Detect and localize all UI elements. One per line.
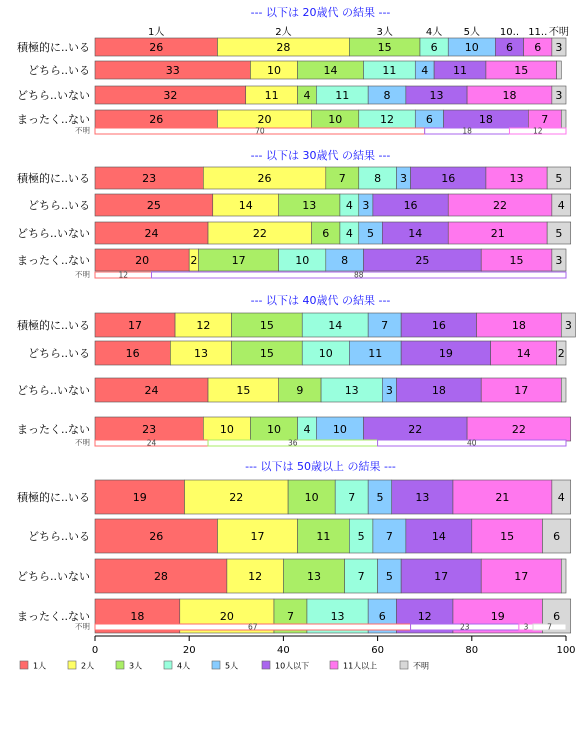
row-label: どちら..いない (17, 570, 90, 583)
bar-value-label: 17 (231, 254, 246, 267)
bar-value-label: 13 (415, 491, 430, 504)
bar-value-label: 26 (149, 41, 164, 54)
bar-value-label: 12 (417, 610, 432, 623)
legend-swatch (262, 661, 270, 669)
bar-value-label: 15 (500, 530, 515, 543)
bar-value-label: 5 (555, 227, 563, 240)
bar-value-label: 5 (376, 491, 384, 504)
unknown-value-label: 24 (146, 438, 157, 448)
top-category-label: 2人 (275, 27, 292, 38)
bar-value-label: 4 (345, 199, 353, 212)
bar-value-label: 10 (219, 423, 234, 436)
bar-value-label: 13 (509, 172, 524, 185)
row-label: どちら..いない (17, 227, 90, 240)
bar-value-label: 22 (493, 199, 508, 212)
bar-value-label: 14 (238, 199, 253, 212)
row-label: 積極的に..いる (17, 172, 90, 185)
unknown-row-label: 不明 (75, 438, 90, 447)
bar-value-label: 3 (362, 199, 370, 212)
bar-value-label: 17 (514, 570, 529, 583)
top-category-label: 4人 (425, 27, 443, 38)
legend-label: 5人 (225, 661, 239, 671)
top-category-label: 1人 (148, 27, 165, 38)
bar-value-label: 18 (130, 610, 145, 623)
unknown-row-label: 不明 (75, 126, 90, 135)
bar-value-label: 13 (302, 199, 317, 212)
legend-swatch (116, 661, 124, 669)
legend-label: 1人 (33, 661, 47, 671)
panel-4 (17, 459, 571, 633)
x-tick-label: 20 (182, 645, 196, 656)
bar-value-label: 11 (382, 64, 397, 77)
unknown-value-label: 12 (532, 126, 543, 136)
x-tick-label: 0 (91, 645, 99, 656)
row-label: まったく..ない (17, 610, 90, 623)
bar-value-label: 11 (335, 89, 350, 102)
bar-value-label: 12 (196, 319, 211, 332)
bar-value-label: 26 (149, 530, 164, 543)
legend-swatch (68, 661, 76, 669)
bar-value-label: 13 (193, 347, 208, 360)
bar-value-label: 19 (438, 347, 453, 360)
bar-value-label: 15 (259, 347, 274, 360)
legend-swatch (330, 661, 338, 669)
row-label: 積極的に..いる (17, 491, 90, 504)
bar-value-label: 26 (149, 113, 164, 126)
legend-label: 4人 (177, 661, 191, 671)
bar-value-label: 15 (509, 254, 524, 267)
bar-value-label: 26 (257, 172, 272, 185)
panel-1 (17, 5, 566, 136)
unknown-value-label: 67 (248, 622, 258, 632)
bar-value-label: 10 (318, 347, 333, 360)
panel-title: --- 以下は 20歳代 の結果 --- (250, 6, 391, 19)
bar-value-label: 6 (322, 227, 330, 240)
legend-label: 3人 (129, 661, 143, 671)
bar-value-label: 4 (303, 423, 311, 436)
bar-value-label: 8 (383, 89, 391, 102)
row-label: 積極的に..いる (17, 319, 90, 332)
bar-value-label: 6 (425, 113, 433, 126)
bar-value-label: 20 (135, 254, 150, 267)
bar-value-label: 11 (316, 530, 331, 543)
bar-value-label: 23 (142, 423, 157, 436)
bar-value-label: 3 (400, 172, 408, 185)
bar-value-label: 13 (330, 610, 345, 623)
bar-value-label: 24 (144, 384, 159, 397)
bar-segment (557, 61, 562, 79)
row-label: 積極的に..いる (17, 41, 90, 54)
unknown-value-label: 23 (459, 622, 470, 632)
bar-value-label: 13 (307, 570, 322, 583)
legend-swatch (400, 661, 408, 669)
bar-segment (561, 559, 566, 593)
unknown-row-label: 不明 (75, 622, 90, 631)
bar-value-label: 7 (541, 113, 549, 126)
row-label: まったく..ない (17, 254, 90, 267)
bar-value-label: 14 (328, 319, 343, 332)
x-tick-label: 80 (465, 645, 479, 656)
bar-value-label: 25 (146, 199, 161, 212)
bar-value-label: 5 (555, 172, 563, 185)
bar-value-label: 14 (516, 347, 531, 360)
bar-value-label: 14 (408, 227, 423, 240)
bar-value-label: 12 (248, 570, 263, 583)
bar-value-label: 5 (367, 227, 375, 240)
bar-value-label: 28 (153, 570, 168, 583)
unknown-value-label: 7 (547, 622, 552, 632)
panel-3 (17, 293, 575, 448)
panel-title: --- 以下は 50歳以上 の結果 --- (245, 460, 396, 473)
legend-label: 10人以下 (275, 661, 310, 671)
bar-value-label: 22 (252, 227, 267, 240)
panel-title: --- 以下は 40歳代 の結果 --- (250, 294, 391, 307)
x-tick-label: 40 (277, 645, 290, 656)
row-label: どちら..いる (28, 347, 90, 360)
bar-value-label: 13 (429, 89, 444, 102)
unknown-row-label: 不明 (75, 270, 90, 279)
bar-value-label: 15 (377, 41, 392, 54)
bar-value-label: 10 (266, 64, 281, 77)
top-category-label: 3人 (376, 27, 393, 38)
bar-value-label: 10 (464, 41, 479, 54)
bar-value-label: 7 (385, 530, 393, 543)
bar-value-label: 8 (341, 254, 349, 267)
bar-value-label: 22 (511, 423, 526, 436)
row-label: どちら..いる (28, 199, 90, 212)
bar-value-label: 9 (296, 384, 304, 397)
bar-value-label: 23 (142, 172, 157, 185)
legend-swatch (20, 661, 28, 669)
bar-value-label: 18 (431, 384, 446, 397)
legend-label: 不明 (413, 661, 429, 671)
bar-value-label: 22 (229, 491, 244, 504)
bar-value-label: 10 (332, 423, 347, 436)
unknown-value-label: 70 (255, 126, 265, 136)
top-category-label: 11.. (528, 27, 548, 38)
bar-value-label: 5 (385, 570, 393, 583)
top-category-label: 10.. (499, 27, 520, 38)
bar-value-label: 4 (421, 64, 429, 77)
bar-value-label: 4 (557, 491, 565, 504)
x-tick-label: 100 (556, 645, 576, 656)
bar-value-label: 16 (431, 319, 446, 332)
bar-value-label: 33 (165, 64, 180, 77)
bar-value-label: 8 (374, 172, 382, 185)
bar-value-label: 3 (564, 319, 572, 332)
bar-value-label: 28 (276, 41, 291, 54)
unknown-value-label: 3 (523, 622, 529, 632)
bar-value-label: 16 (441, 172, 456, 185)
bar-value-label: 10 (328, 113, 343, 126)
bar-value-label: 11 (453, 64, 468, 77)
bar-value-label: 7 (381, 319, 389, 332)
legend-label: 11人以上 (343, 661, 378, 671)
row-label: どちら..いる (28, 64, 90, 77)
bar-value-label: 19 (490, 610, 505, 623)
bar-value-label: 5 (357, 530, 365, 543)
unknown-value-label: 40 (467, 438, 477, 448)
legend-label: 2人 (81, 661, 95, 671)
legend-swatch (164, 661, 172, 669)
row-label: どちら..いる (28, 530, 90, 543)
bar-value-label: 32 (163, 89, 178, 102)
bar-segment (561, 378, 566, 402)
bar-value-label: 15 (259, 319, 274, 332)
bar-value-label: 3 (555, 41, 563, 54)
bar-value-label: 14 (323, 64, 338, 77)
bar-value-label: 3 (385, 384, 393, 397)
bar-value-label: 15 (514, 64, 529, 77)
bar-value-label: 6 (378, 610, 386, 623)
bar-value-label: 7 (286, 610, 294, 623)
bar-value-label: 20 (219, 610, 234, 623)
bar-value-label: 25 (415, 254, 430, 267)
row-label: どちら..いない (17, 89, 90, 102)
bar-value-label: 19 (132, 491, 147, 504)
bar-value-label: 4 (303, 89, 311, 102)
bar-value-label: 6 (553, 530, 561, 543)
bar-value-label: 17 (514, 384, 529, 397)
unknown-value-label: 18 (462, 126, 472, 136)
bar-value-label: 7 (348, 491, 356, 504)
legend-swatch (212, 661, 220, 669)
bar-value-label: 7 (357, 570, 365, 583)
bar-value-label: 18 (511, 319, 526, 332)
bar-segment (561, 110, 566, 128)
bar-value-label: 4 (345, 227, 353, 240)
bar-value-label: 18 (478, 113, 493, 126)
bar-value-label: 10 (295, 254, 310, 267)
bar-value-label: 13 (344, 384, 359, 397)
bar-value-label: 11 (368, 347, 383, 360)
bar-value-label: 22 (408, 423, 423, 436)
top-category-label: 5人 (463, 27, 480, 38)
bar-value-label: 21 (490, 227, 505, 240)
bar-value-label: 17 (128, 319, 143, 332)
bar-value-label: 24 (144, 227, 159, 240)
bar-value-label: 7 (338, 172, 346, 185)
row-label: まったく..ない (17, 423, 90, 436)
bar-value-label: 3 (555, 254, 563, 267)
panel-2 (17, 148, 571, 280)
bar-value-label: 6 (505, 41, 513, 54)
bar-value-label: 2 (190, 254, 198, 267)
bar-value-label: 6 (534, 41, 542, 54)
bar-value-label: 4 (557, 199, 565, 212)
bar-value-label: 10 (266, 423, 281, 436)
panel-title: --- 以下は 30歳代 の結果 --- (250, 149, 391, 162)
bar-value-label: 6 (430, 41, 438, 54)
bar-value-label: 10 (304, 491, 319, 504)
x-tick-label: 60 (371, 645, 384, 656)
bar-value-label: 20 (257, 113, 272, 126)
bar-value-label: 3 (555, 89, 563, 102)
row-label: どちら..いない (17, 384, 90, 397)
top-category-label: 不明 (548, 27, 569, 38)
bar-value-label: 12 (380, 113, 395, 126)
bar-value-label: 21 (495, 491, 510, 504)
bar-value-label: 17 (434, 570, 449, 583)
unknown-value-label: 36 (288, 438, 298, 448)
bar-value-label: 18 (502, 89, 517, 102)
row-label: まったく..ない (17, 113, 90, 126)
bar-value-label: 2 (557, 347, 565, 360)
unknown-value-label: 88 (353, 270, 364, 280)
bar-value-label: 11 (264, 89, 279, 102)
bar-value-label: 16 (125, 347, 140, 360)
bar-value-label: 16 (403, 199, 418, 212)
bar-value-label: 14 (431, 530, 446, 543)
unknown-value-label: 12 (118, 270, 129, 280)
bar-value-label: 6 (553, 610, 561, 623)
bar-value-label: 15 (236, 384, 251, 397)
bar-value-label: 17 (250, 530, 265, 543)
